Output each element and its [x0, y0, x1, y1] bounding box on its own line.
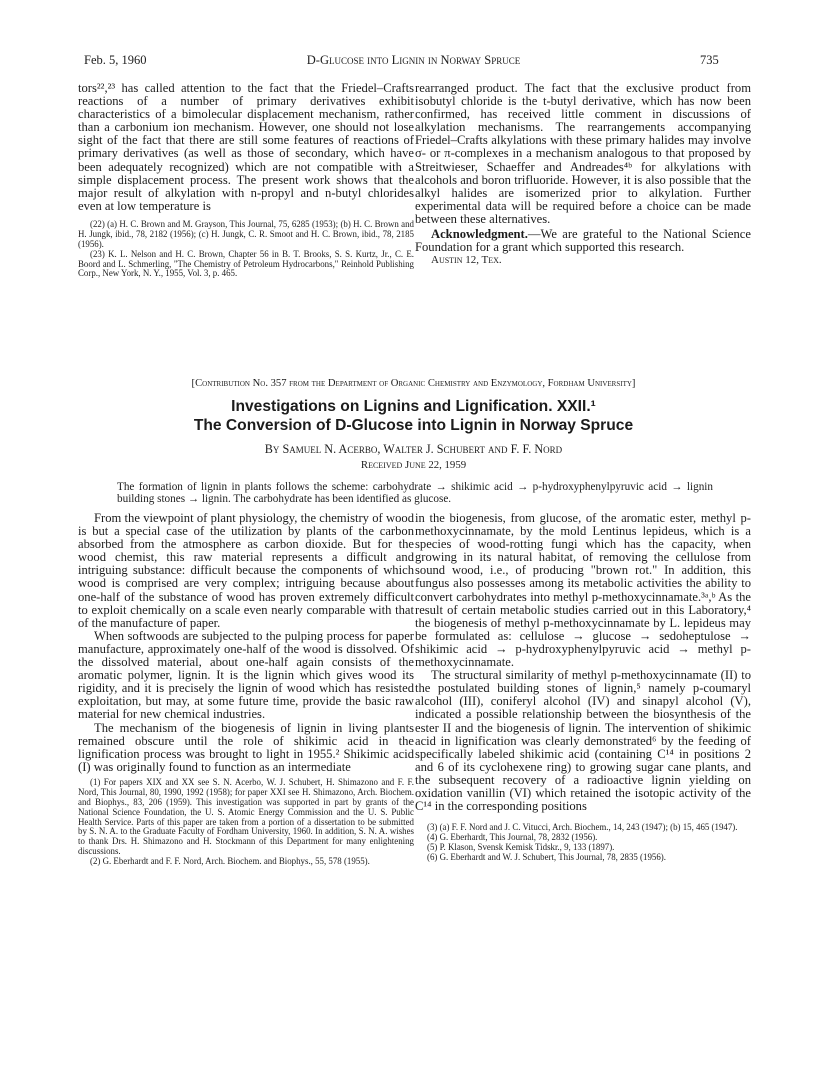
authors: By Samuel N. Acerbo, Walter J. Schubert and F. F. Nord — [264, 442, 563, 456]
footnote-22: (22) (a) H. C. Brown and M. Grayson, This Journal, 75, 6285 (1953); (b) H. C. Brown and H. Jungk, ibid., 78, 2182 (1956); (c) H. Jungk, C. R. Smoot and H. C. Brown, ibid., 78, 2185 (1956). — [78, 218, 414, 249]
prev-article-right-column — [415, 82, 751, 267]
footnote-3: (3) (a) F. F. Nord and J. C. Vitucci, Arch. Biochem., 14, 243 (1947); (b) 15, 465 (1947). — [427, 822, 738, 833]
footnote-2: (2) G. Eberhardt and F. F. Nord, Arch. Biochem. and Biophys., 55, 578 (1955). — [90, 856, 370, 867]
prev-article-left-column — [78, 82, 414, 279]
header-running-title: D-Glucose into Lignin in Norway Spruce — [306, 53, 521, 67]
body-left-column — [78, 512, 414, 867]
acknowledgment-text: —We are grateful to the National Science Foundation for a grant which supported this research. — [415, 227, 751, 255]
location: Austin 12, Tex. — [431, 254, 502, 267]
article-title-line2: The Conversion of D-Glucose into Lignin in Norway Spruce — [193, 417, 634, 434]
prev-article-footnotes — [78, 220, 414, 279]
header-date: Feb. 5, 1960 — [84, 53, 147, 67]
acknowledgment — [415, 228, 751, 254]
footnote-6: (6) G. Eberhardt and W. J. Schubert, This Journal, 78, 2835 (1956). — [427, 851, 666, 862]
acknowledgment-heading: Acknowledgment. — [431, 227, 528, 242]
footnote-4: (4) G. Eberhardt, This Journal, 78, 2832 (1956). — [427, 832, 598, 843]
contribution-line: [Contribution No. 357 from the Department of Organic Chemistry and Enzymology, Fordham University] — [191, 378, 636, 389]
abstract: The formation of lignin in plants follows the scheme: carbohydrate → shikimic acid → p-hydroxyphenylpyruvic acid → lignin building stones → lignin. The carbohydrate has been identified as glucose. — [117, 481, 713, 505]
header-page-number: 735 — [700, 53, 719, 67]
body-paragraph: The mechanism of the biogenesis of lignin in living plants remained obscure until the role of shikimic acid in the lignification process was brought to light in 1955.² Shikimic acid (I) was originally found to function as an intermediate — [78, 720, 414, 774]
received-date: Received June 22, 1959 — [360, 459, 467, 471]
prev-article-paragraph-right: rearranged product. The fact that the exclusive product from isobutyl chloride is the t-butyl derivative, which has now been confirmed, has received little comment in discussions of alkylation mechanisms. The rearrangements accompanying Friedel–Crafts alkylations with these primary halides may involve σ- or π-complexes in a mechanism analogous to that proposed by Streitwieser, Schaeffer and Andreades⁴ᵇ for alkylations with alcohols and boron trifluoride. However, it is also possible that the alkyl halides are isomerized prior to alkylation. Further experimental data will be required before a choice can be made between these alternatives. — [415, 81, 751, 226]
body-paragraph-right: The structural similarity of methyl p-methoxycinnamate (II) to the postulated building stones of lignin,⁵ namely p-coumaryl alcohol (III), coniferyl alcohol (IV) and sinapyl alcohol (V), indicated a possible relationship between the biosynthesis of the ester II and the biogenesis of lignin. The intervention of shikimic acid in lignification was clearly demonstrated⁶ by the feeding of specifically labeled shikimic acid (containing C¹⁴ in positions 2 and 6 of its cyclohexene ring) to growing sugar cane plants, and the subsequent recovery of a radioactive lignin yielding on oxidation vanillin (VI) which retained the isotopic activity of the C¹⁴ in the corresponding positions — [415, 668, 751, 814]
prev-article-paragraph: tors²²,²³ has called attention to the fact that the Friedel–Crafts reactions of a number of primary derivatives exhibit characteristics of a bimolecular displacement mechanism, rather than a carbonium ion mechanism. However, one should not lose sight of the fact that there are still some features of reactions of primary derivatives (as well as those of secondary, which have been adequately recognized) which are not compatible with a simple displacement process. The present work shows that the major result of alkylation with n-propyl and n-butyl chlorides even at low temperature is — [78, 81, 414, 213]
body-paragraph: When softwoods are subjected to the pulping process for paper manufacture, approximately one-half of the wood is dissolved. Of the dissolved material, about one-half again consists of the aromatic polymer, lignin. It is the lignin which gives wood its rigidity, and it is precisely the lignin of wood which has resisted exploitation, but may, at some future time, provide the basic raw material for new chemical industries. — [78, 628, 414, 722]
body-paragraph-right: in the biogenesis, from glucose, of the aromatic ester, methyl p-methoxycinnamate, by the mold Lentinus lepideus, which is a species of wood-rotting fungi which has the capacity, when growing in its natural habitat, of removing the cellulose from sound wood, i.e., of producing "brown rot." In addition, this fungus also possesses among its metabolic activities the ability to convert carbohydrates into methyl p-methoxycinnamate.³ᵃ,ᵇ As the result of certain metabolic studies carried out in this Laboratory,⁴ the biogenesis of methyl p-methoxycinnamate by L. lepideus may be formulated as: cellulose → glucose → sedoheptulose → shikimic acid → p-hydroxyphenylpyruvic acid → methyl p-methoxycinnamate. — [415, 511, 751, 670]
body-left-footnotes — [78, 778, 414, 867]
footnote-1: (1) For papers XIX and XX see S. N. Acerbo, W. J. Schubert, H. Shimazono and F. F. Nord, This Journal, 80, 1990, 1992 (1958); for paper XXI see H. Shimazono, Arch. Biochem. and Biophys., 83, 206 (1959). This investigation was supported in part by grants of the National Science Foundation, the U. S. Atomic Energy Commission and the U. S. Public Health Service. Parts of this paper are taken from a portion of a dissertation to be submitted by S. N. A. to the Graduate Faculty of Fordham University, 1960. In addition, S. N. A. wishes to thank Drs. H. Shimazono and H. Stockmann of this Department for many enlightening discussions. — [78, 776, 414, 857]
article-title-line1: Investigations on Lignins and Lignification. XXII.¹ — [231, 398, 596, 415]
footnote-5: (5) P. Klason, Svensk Kemisk Tidskr., 9, 133 (1897). — [427, 841, 615, 852]
body-right-column — [415, 512, 751, 863]
body-right-footnotes — [415, 823, 751, 863]
footnote-23: (23) K. L. Nelson and H. C. Brown, Chapter 56 in B. T. Brooks, S. S. Kurtz, Jr., C. E. Boord and L. Schmerling, "The Chemistry of Petroleum Hydrocarbons," Reinhold Publishing Corp., New York, N. Y., 1955, Vol. 3, p. 465. — [78, 248, 414, 279]
body-paragraph: From the viewpoint of plant physiology, the chemistry of wood is but a special case of the utilization by plants of the carbon absorbed from the atmosphere as carbon dioxide. But for the wood chemist, this raw material represents a difficult and intriguing substance: difficult because the components of which wood is comprised are very complex; intriguing because about one-half of the substance of wood has proven extremely difficult to exploit chemically on a scale even nearly comparable with that of the manufacture of paper. — [78, 511, 414, 630]
